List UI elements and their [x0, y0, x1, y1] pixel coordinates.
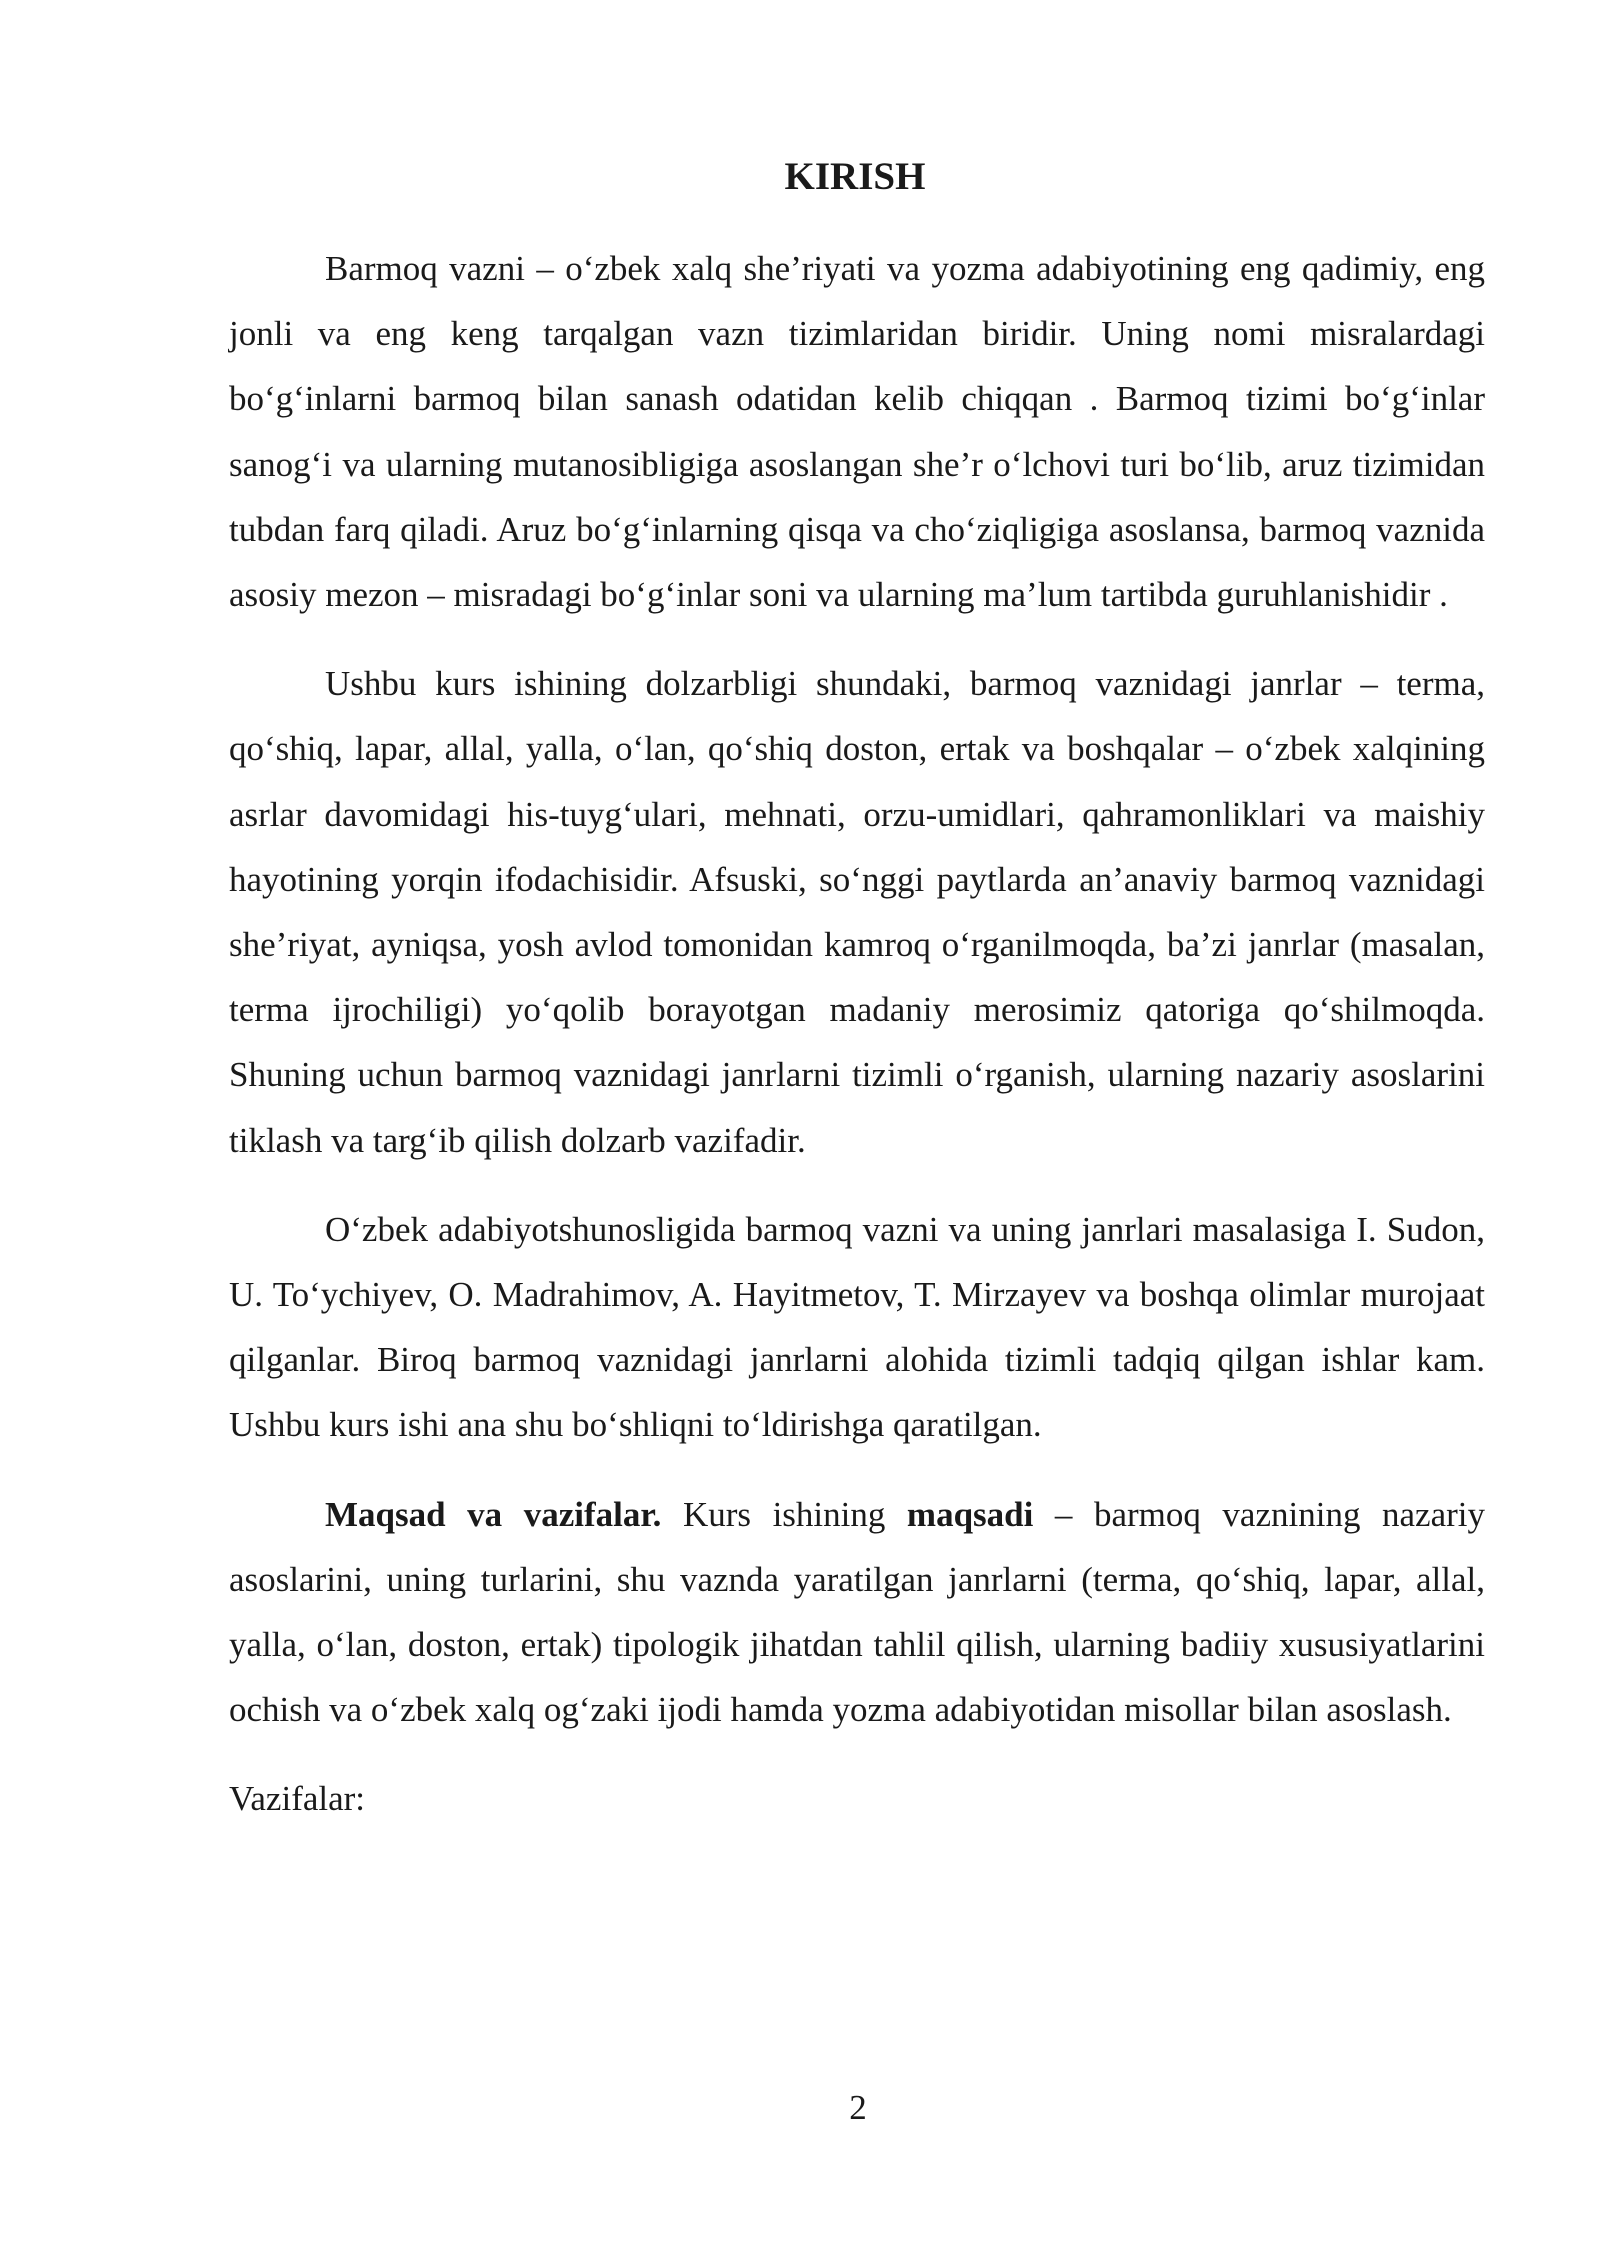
goals-text-after-term: – barmoq vaznining nazariy asoslarini, uning turlarini, shu vaznda yaratilgan janrlarni (terma, qo‘shiq, lapar, allal, yalla, o‘lan, doston, ertak) tipologik jihatdan tahlil qilish, ularning badiiy xususiyatlarini ochish va o‘zbek xalq og‘zaki ijodi hamda yozma adabiyotidan misollar bilan asoslash.	[229, 1494, 1485, 1730]
goals-heading: Maqsad va vazifalar.	[325, 1494, 662, 1534]
goals-term: maqsadi	[906, 1494, 1034, 1534]
paragraph-relevance: Ushbu kurs ishining dolzarbligi shundaki, barmoq vaznidagi janrlar – terma, qo‘shiq, lapar, allal, yalla, o‘lan, qo‘shiq doston, ertak va boshqalar – o‘zbek xalqining asrlar davomidagi his-tuyg‘ulari, mehnati, orzu-umidlari, qahramonliklari va maishiy hayotining yorqin ifodachisidir. Afsuski, so‘nggi paytlarda an’anaviy barmoq vaznidagi she’riyat, ayniqsa, yosh avlod tomonidan kamroq o‘rganilmoqda, ba’zi janrlar (masalan, terma ijrochiligi) yo‘qolib borayotgan madaniy merosimiz qatoriga qo‘shilmoqda. Shuning uchun barmoq vaznidagi janrlarni tizimli o‘rganish, ularning nazariy asoslarini tiklash va targ‘ib qilish dolzarb vazifadir.	[229, 664, 1485, 1160]
tasks-label: Vazifalar:	[229, 1779, 366, 1819]
goals-text-before-term: Kurs ishining	[661, 1494, 907, 1534]
paragraph-literature-review: O‘zbek adabiyotshunosligida barmoq vazni va uning janrlari masalasiga I. Sudon, U. To‘ychiyev, O. Madrahimov, A. Hayitmetov, T. Mirzayev va boshqa olimlar murojaat qilganlar. Biroq barmoq vaznidagi janrlarni alohida tizimli tadqiq qilgan ishlar kam. Ushbu kurs ishi ana shu bo‘shliqni to‘ldirishga qaratilgan.	[229, 1209, 1485, 1445]
page-number: 2	[849, 2088, 867, 2127]
paragraph-goals	[229, 1482, 1485, 1743]
page-title: KIRISH	[784, 155, 926, 198]
document-body	[229, 236, 1485, 1856]
paragraph-introduction: Barmoq vazni – o‘zbek xalq she’riyati va yozma adabiyotining eng qadimiy, eng jonli va eng keng tarqalgan vazn tizimlaridan biridir. Uning nomi misralardagi bo‘g‘inlarni barmoq bilan sanash odatidan kelib chiqqan . Barmoq tizimi bo‘g‘inlar sanog‘i va ularning mutanosibligiga asoslangan she’r o‘lchovi turi bo‘lib, aruz tizimidan tubdan farq qiladi. Aruz bo‘g‘inlarning qisqa va cho‘ziqligiga asoslansa, barmoq vaznida asosiy mezon – misradagi bo‘g‘inlar soni va ularning ma’lum tartibda guruhlanishidir .	[229, 249, 1485, 615]
